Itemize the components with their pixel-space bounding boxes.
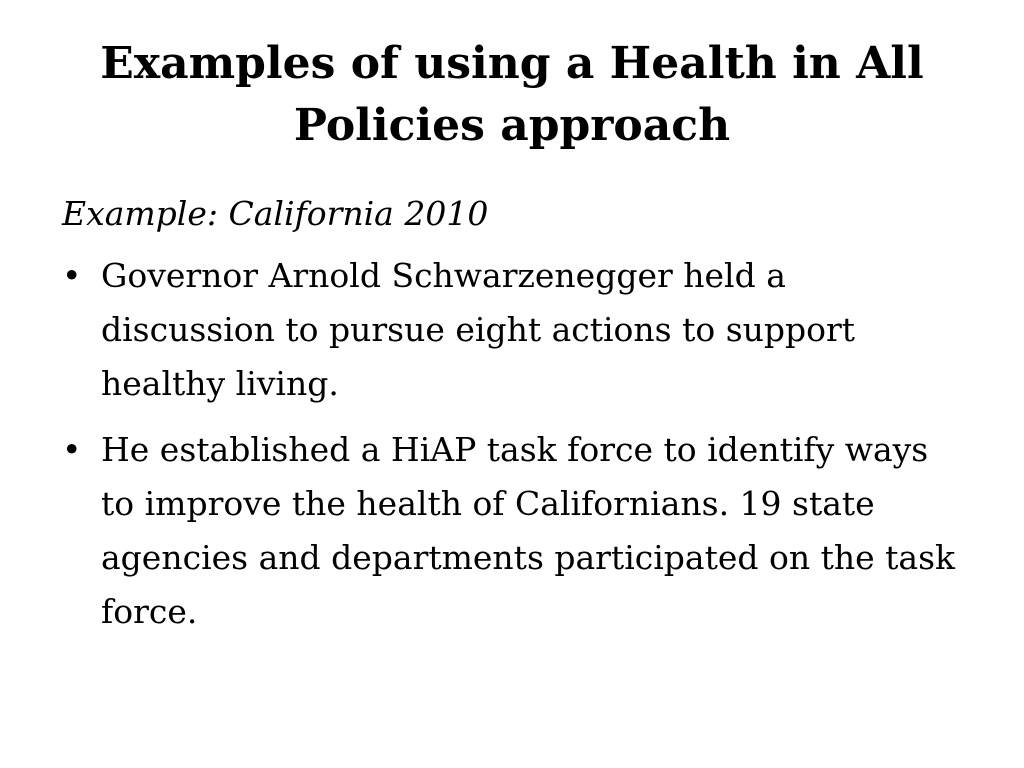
bullet-text: He established a HiAP task force to identify ways to improve the health of Californians. 19 state agencies and departments participated on the task force. <box>101 430 956 631</box>
bullet-item <box>62 423 962 639</box>
slide-body <box>62 187 962 651</box>
example-subtitle: Example: California 2010 <box>62 194 489 233</box>
bullet-icon: • <box>62 430 82 469</box>
bullet-text: Governor Arnold Schwarzenegger held a discussion to pursue eight actions to support healthy living. <box>101 256 856 403</box>
bullet-item <box>62 249 962 411</box>
bullet-list <box>62 249 962 639</box>
slide-title: Examples of using a Health in All Policies approach <box>100 38 924 151</box>
bullet-icon: • <box>62 256 82 295</box>
